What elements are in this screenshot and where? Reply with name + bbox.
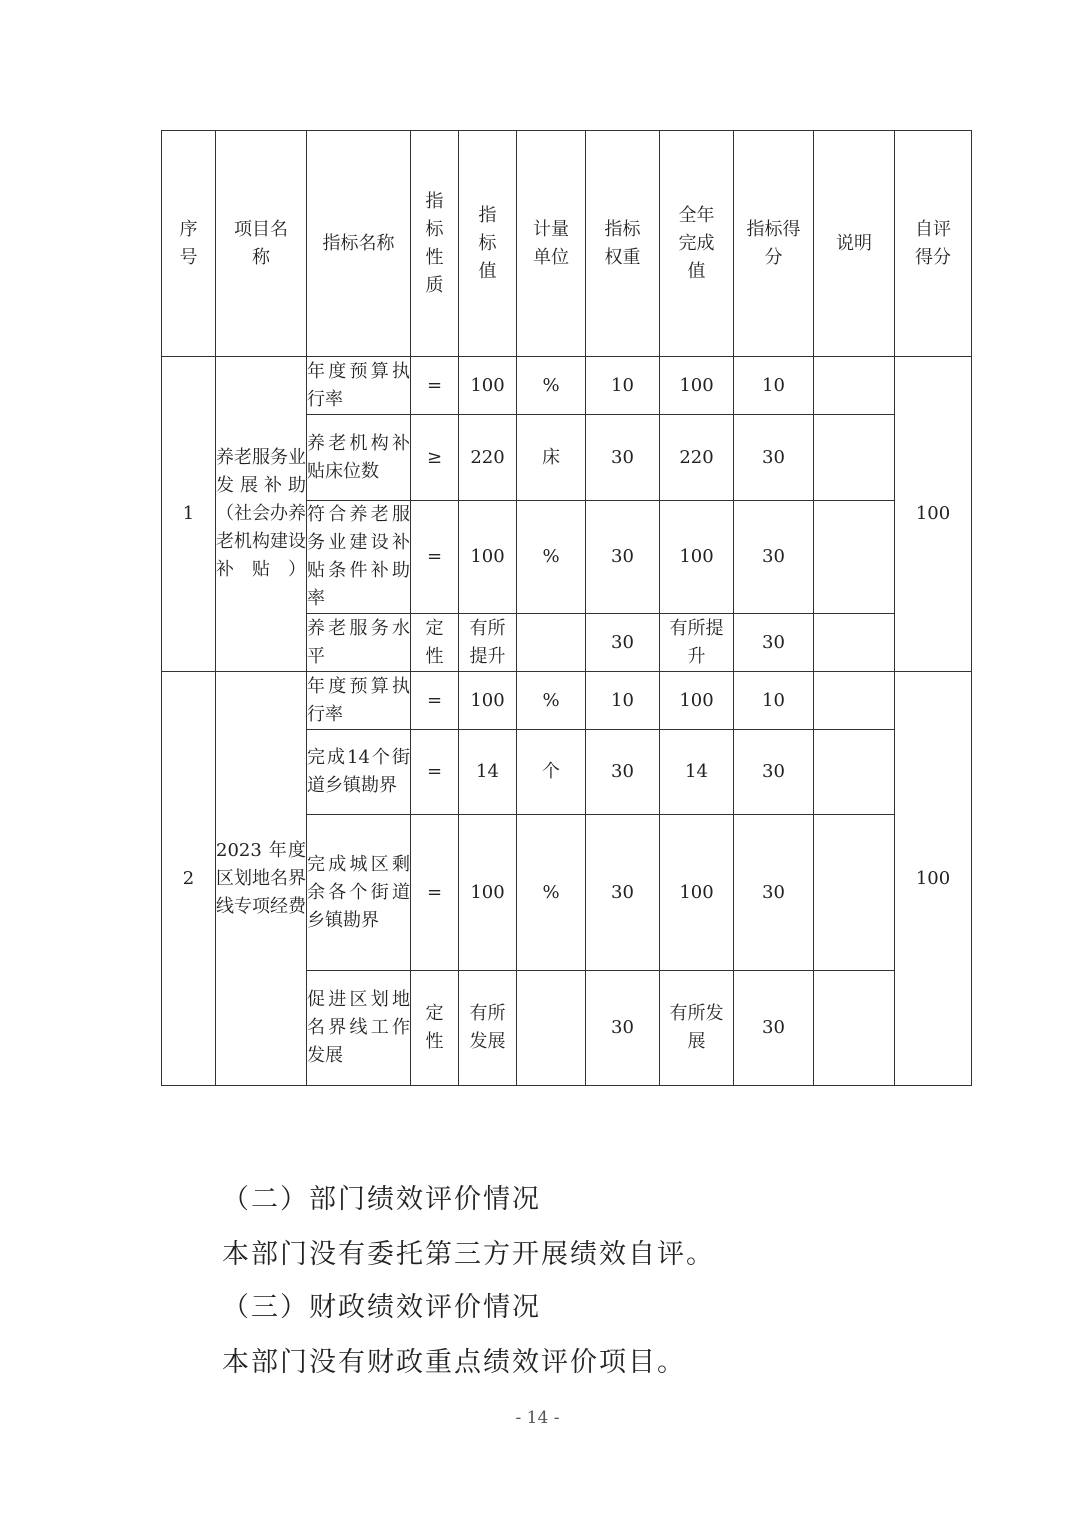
indicator-value: 14: [459, 730, 517, 815]
indicator-name: 养老机构补贴床位数: [307, 415, 411, 501]
indicator-nature: =: [411, 672, 459, 730]
indicator-nature: =: [411, 501, 459, 614]
indicator-unit: %: [517, 357, 586, 415]
indicator-completed: 100: [660, 672, 734, 730]
indicator-value: 有所 提升: [459, 614, 517, 672]
indicator-weight: 30: [586, 415, 660, 501]
indicator-completed: 100: [660, 501, 734, 614]
indicator-unit: %: [517, 501, 586, 614]
indicator-note: [814, 730, 895, 815]
indicator-score: 30: [734, 971, 814, 1086]
header-weight: 指标 权重: [586, 131, 660, 357]
indicator-weight: 30: [586, 614, 660, 672]
indicator-note: [814, 672, 895, 730]
indicator-weight: 30: [586, 730, 660, 815]
indicator-name: 符合养老服务业建设补贴条件补助率: [307, 501, 411, 614]
project-seq: 1: [162, 357, 216, 672]
indicator-score: 30: [734, 501, 814, 614]
indicator-note: [814, 971, 895, 1086]
section-body-dept-eval: 本部门没有委托第三方开展绩效自评。: [222, 1239, 715, 1270]
indicator-value: 有所 发展: [459, 971, 517, 1086]
indicator-completed: 有所发 展: [660, 971, 734, 1086]
indicator-nature: 定 性: [411, 614, 459, 672]
header-indicator-name: 指标名称: [307, 131, 411, 357]
indicator-score: 30: [734, 614, 814, 672]
header-self-score: 自评 得分: [895, 131, 972, 357]
header-value: 指 标 值: [459, 131, 517, 357]
indicator-score: 30: [734, 415, 814, 501]
indicator-value: 100: [459, 501, 517, 614]
indicator-unit: %: [517, 672, 586, 730]
header-nature: 指 标 性 质: [411, 131, 459, 357]
indicator-unit: [517, 971, 586, 1086]
indicator-unit: %: [517, 815, 586, 971]
section-body-finance-eval: 本部门没有财政重点绩效评价项目。: [222, 1347, 686, 1378]
indicator-unit: 床: [517, 415, 586, 501]
project-seq: 2: [162, 672, 216, 1086]
header-unit: 计量 单位: [517, 131, 586, 357]
project-self-score: 100: [895, 672, 972, 1086]
indicator-nature: ≥: [411, 415, 459, 501]
indicator-value: 220: [459, 415, 517, 501]
header-note: 说明: [814, 131, 895, 357]
indicator-score: 10: [734, 672, 814, 730]
indicator-note: [814, 357, 895, 415]
indicator-completed: 220: [660, 415, 734, 501]
header-seq: 序 号: [162, 131, 216, 357]
indicator-nature: 定 性: [411, 971, 459, 1086]
indicator-name: 完成14个街道乡镇勘界: [307, 730, 411, 815]
indicator-nature: =: [411, 815, 459, 971]
indicator-note: [814, 501, 895, 614]
indicator-value: 100: [459, 815, 517, 971]
indicator-weight: 10: [586, 672, 660, 730]
table-row: [162, 357, 972, 415]
indicator-nature: =: [411, 357, 459, 415]
page-number: - 14 -: [515, 1408, 560, 1428]
indicator-score: 30: [734, 730, 814, 815]
indicator-name: 养老服务水平: [307, 614, 411, 672]
indicator-weight: 10: [586, 357, 660, 415]
indicator-name: 促进区划地名界线工作发展: [307, 971, 411, 1086]
header-row: [162, 131, 972, 357]
indicator-name: 完成城区剩余各个街道乡镇勘界: [307, 815, 411, 971]
indicator-completed: 14: [660, 730, 734, 815]
indicator-value: 100: [459, 672, 517, 730]
indicator-note: [814, 614, 895, 672]
section-heading-finance-eval: （三）财政绩效评价情况: [222, 1292, 541, 1323]
project-name: 养老服务业发展补助（社会办养老机构建设补贴）: [216, 357, 307, 672]
indicator-unit: [517, 614, 586, 672]
indicator-weight: 30: [586, 971, 660, 1086]
indicator-name: 年度预算执行率: [307, 357, 411, 415]
header-completed: 全年 完成 值: [660, 131, 734, 357]
indicator-completed: 有所提 升: [660, 614, 734, 672]
header-score: 指标得 分: [734, 131, 814, 357]
indicator-weight: 30: [586, 815, 660, 971]
indicator-note: [814, 415, 895, 501]
indicator-nature: =: [411, 730, 459, 815]
indicator-unit: 个: [517, 730, 586, 815]
project-name: 2023 年度区划地名界线专项经费: [216, 672, 307, 1086]
table-row: [162, 672, 972, 730]
header-project: 项目名 称: [216, 131, 307, 357]
project-self-score: 100: [895, 357, 972, 672]
indicator-value: 100: [459, 357, 517, 415]
indicator-name: 年度预算执行率: [307, 672, 411, 730]
performance-table: [161, 130, 972, 1086]
indicator-score: 30: [734, 815, 814, 971]
indicator-note: [814, 815, 895, 971]
indicator-score: 10: [734, 357, 814, 415]
indicator-completed: 100: [660, 815, 734, 971]
indicator-weight: 30: [586, 501, 660, 614]
indicator-completed: 100: [660, 357, 734, 415]
section-heading-dept-eval: （二）部门绩效评价情况: [222, 1184, 541, 1215]
